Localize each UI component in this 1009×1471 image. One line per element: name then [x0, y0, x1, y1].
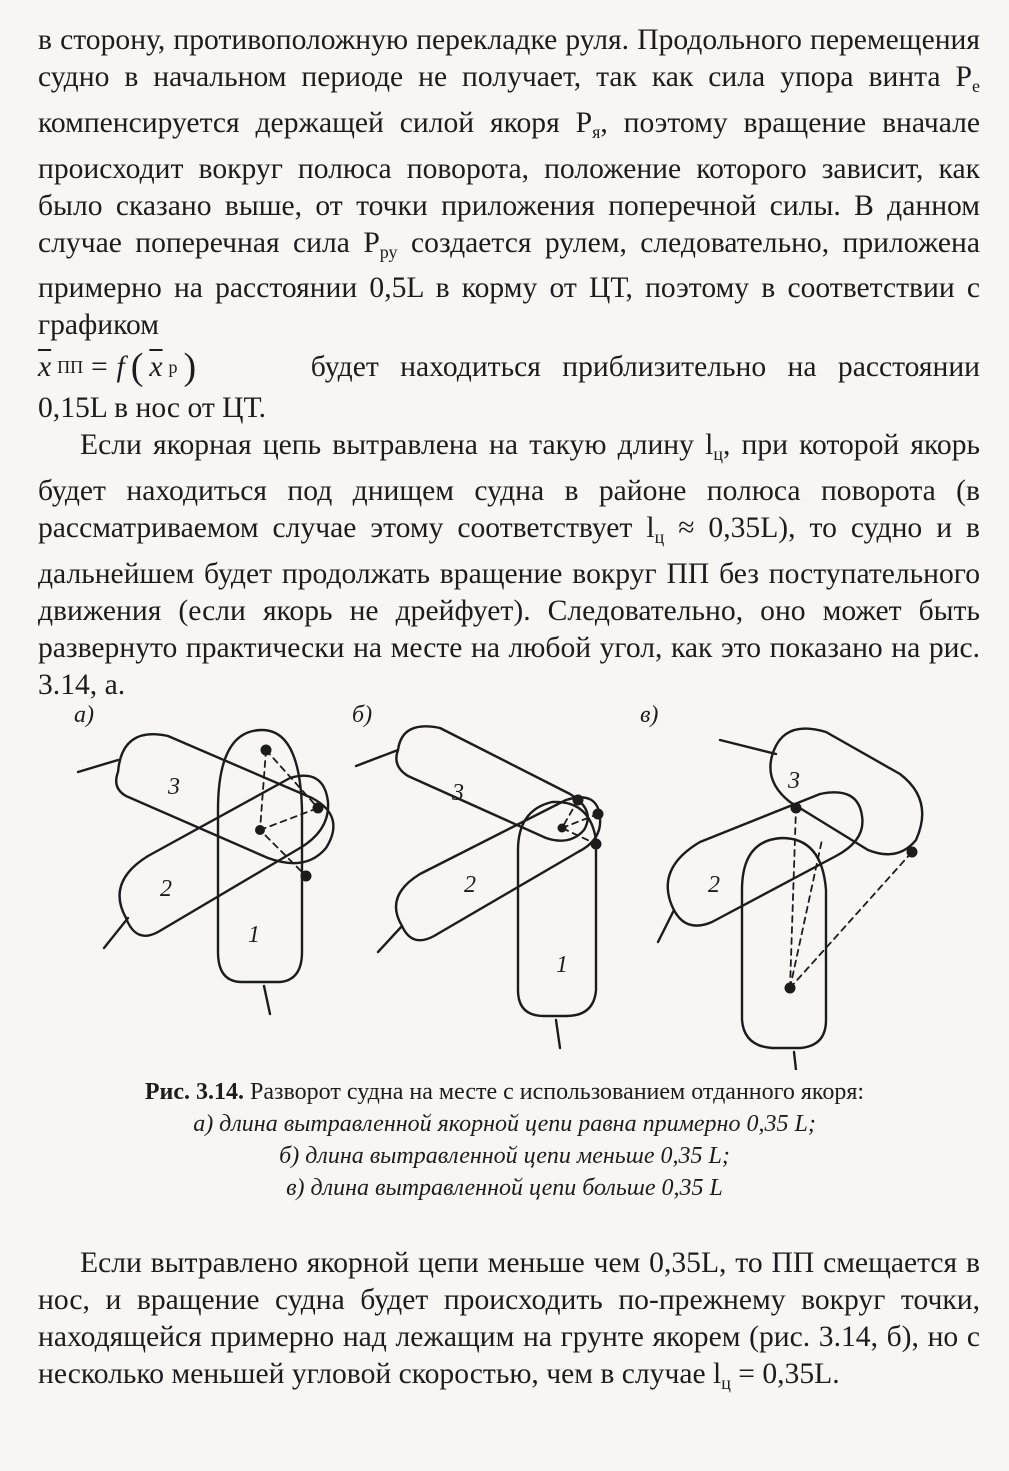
chain-c-left	[658, 910, 674, 942]
caption-label: Рис. 3.14.	[144, 1079, 245, 1105]
p3-sub: ц	[721, 1372, 731, 1393]
page-text-bottom	[38, 1245, 980, 1402]
chain-b-left	[378, 926, 402, 952]
formula-paren-close: )	[183, 346, 197, 389]
chain-a-left	[104, 918, 128, 948]
p2-sub2: ц	[654, 526, 665, 547]
p2-sub: ц	[713, 444, 723, 465]
formula-eq: = f	[89, 350, 125, 383]
formula-lhs: $\overline{x}$	[38, 350, 52, 383]
figure-svg	[0, 690, 1009, 1070]
formula-rhs: $\overline{x}$	[149, 350, 163, 383]
chain-c-top	[720, 740, 776, 754]
label-a-3: 3	[168, 774, 180, 800]
panel-b-drawing	[356, 726, 600, 1048]
chain-c-bottom	[794, 1052, 796, 1070]
hull-b-3	[396, 726, 587, 840]
p1-sub-e: е	[972, 75, 980, 96]
paragraph-1-end: 0,15L в нос от ЦТ.	[38, 392, 267, 425]
p2-text: Если якорная цепь вытравлена на такую длину l	[80, 429, 714, 462]
label-panel-a: а)	[74, 702, 94, 728]
hull-b-1	[518, 802, 596, 1016]
label-c-3: 3	[788, 768, 800, 794]
hull-a-2	[120, 776, 329, 936]
p2-text-c: ≈ 0,35L), то судно и в дальнейшем будет продолжать вращение вокруг ПП без поступательного движения (если якорь не дрейфует). Следовательно, оно может быть развернуто практически на месте на любой угол, как это показано на рис. 3.14, а.	[38, 511, 980, 701]
hull-b-2	[396, 797, 600, 940]
p1-sub-ru: ру	[379, 241, 398, 262]
p2-text-b: , при которой якорь будет находиться под днищем судна в районе полюса поворота (в рассматриваемом случае этому соответствует l	[38, 429, 980, 544]
label-a-1: 1	[248, 922, 260, 948]
label-a-2: 2	[160, 876, 172, 902]
caption-line-a: а) длина вытравленной якорной цепи равна примерно 0,35 L;	[193, 1111, 816, 1137]
caption-title: Разворот судна на месте с использованием отданного якоря:	[244, 1079, 865, 1105]
paragraph-1	[38, 22, 980, 344]
hull-c-2	[668, 792, 863, 925]
panel-a-drawing	[78, 730, 333, 1014]
hull-c-1	[742, 838, 826, 1048]
p1-text4: создается рулем, следовательно, приложена примерно на расстоянии 0,5L в корму от ЦТ, поэтому в соответствии с графиком	[38, 226, 981, 342]
figure-3-14	[0, 690, 1009, 1070]
formula-lhs-sub: ПП	[57, 356, 84, 377]
caption-line-b: б) длина вытравленной цепи меньше 0,35 L;	[279, 1143, 730, 1169]
p1-sub-ya: я	[592, 121, 601, 142]
paragraph-2	[38, 427, 980, 703]
figure-caption	[0, 1076, 1009, 1204]
formula-rhs-sub: р	[168, 356, 178, 377]
chain-b-top	[356, 750, 398, 766]
chain-b-bottom	[556, 1020, 560, 1048]
chain-a-top	[78, 760, 118, 772]
p3-end: = 0,35L.	[730, 1357, 840, 1390]
label-panel-c: в)	[640, 702, 659, 728]
page-text-top	[38, 22, 980, 704]
chain-a-bottom	[264, 986, 270, 1014]
anchor-points	[255, 745, 918, 994]
p1-text2: компенсируется держащей силой якоря P	[38, 106, 593, 139]
p1-text3: , поэтому вращение вначале происходит вокруг полюса поворота, положение которого зависит, как было сказано выше, от точки приложения поперечной силы. В данном случае поперечная сила P	[38, 106, 981, 259]
formula-line	[38, 344, 980, 390]
caption-title-line	[0, 1076, 1009, 1108]
label-c-2: 2	[708, 872, 720, 898]
label-panel-b: б)	[352, 702, 373, 728]
formula	[38, 346, 197, 389]
formula-tail: будет находиться приблизительно на расстоянии	[310, 350, 980, 383]
label-b-2: 2	[464, 872, 476, 898]
label-b-3: 3	[452, 780, 464, 806]
caption-line-c: в) длина вытравленной цепи больше 0,35 L	[286, 1175, 723, 1201]
p3-text: Если вытравлено якорной цепи меньше чем 0,35L, то ПП смещается в нос, и вращение судна будет происходить по-прежнему вокруг точки, находящейся примерно над лежащим на грунте якорем (рис. 3.14, б), но с несколько меньшей угловой скоростью, чем в случае l	[38, 1247, 980, 1390]
p1-text: в сторону, противоположную перекладке руля. Продольного перемещения судно в начальном периоде не получает, так как сила упора винта P	[38, 24, 980, 93]
label-b-1: 1	[556, 952, 568, 978]
formula-paren-open: (	[130, 346, 144, 389]
paragraph-3	[38, 1245, 980, 1402]
hull-a-1	[218, 730, 302, 982]
